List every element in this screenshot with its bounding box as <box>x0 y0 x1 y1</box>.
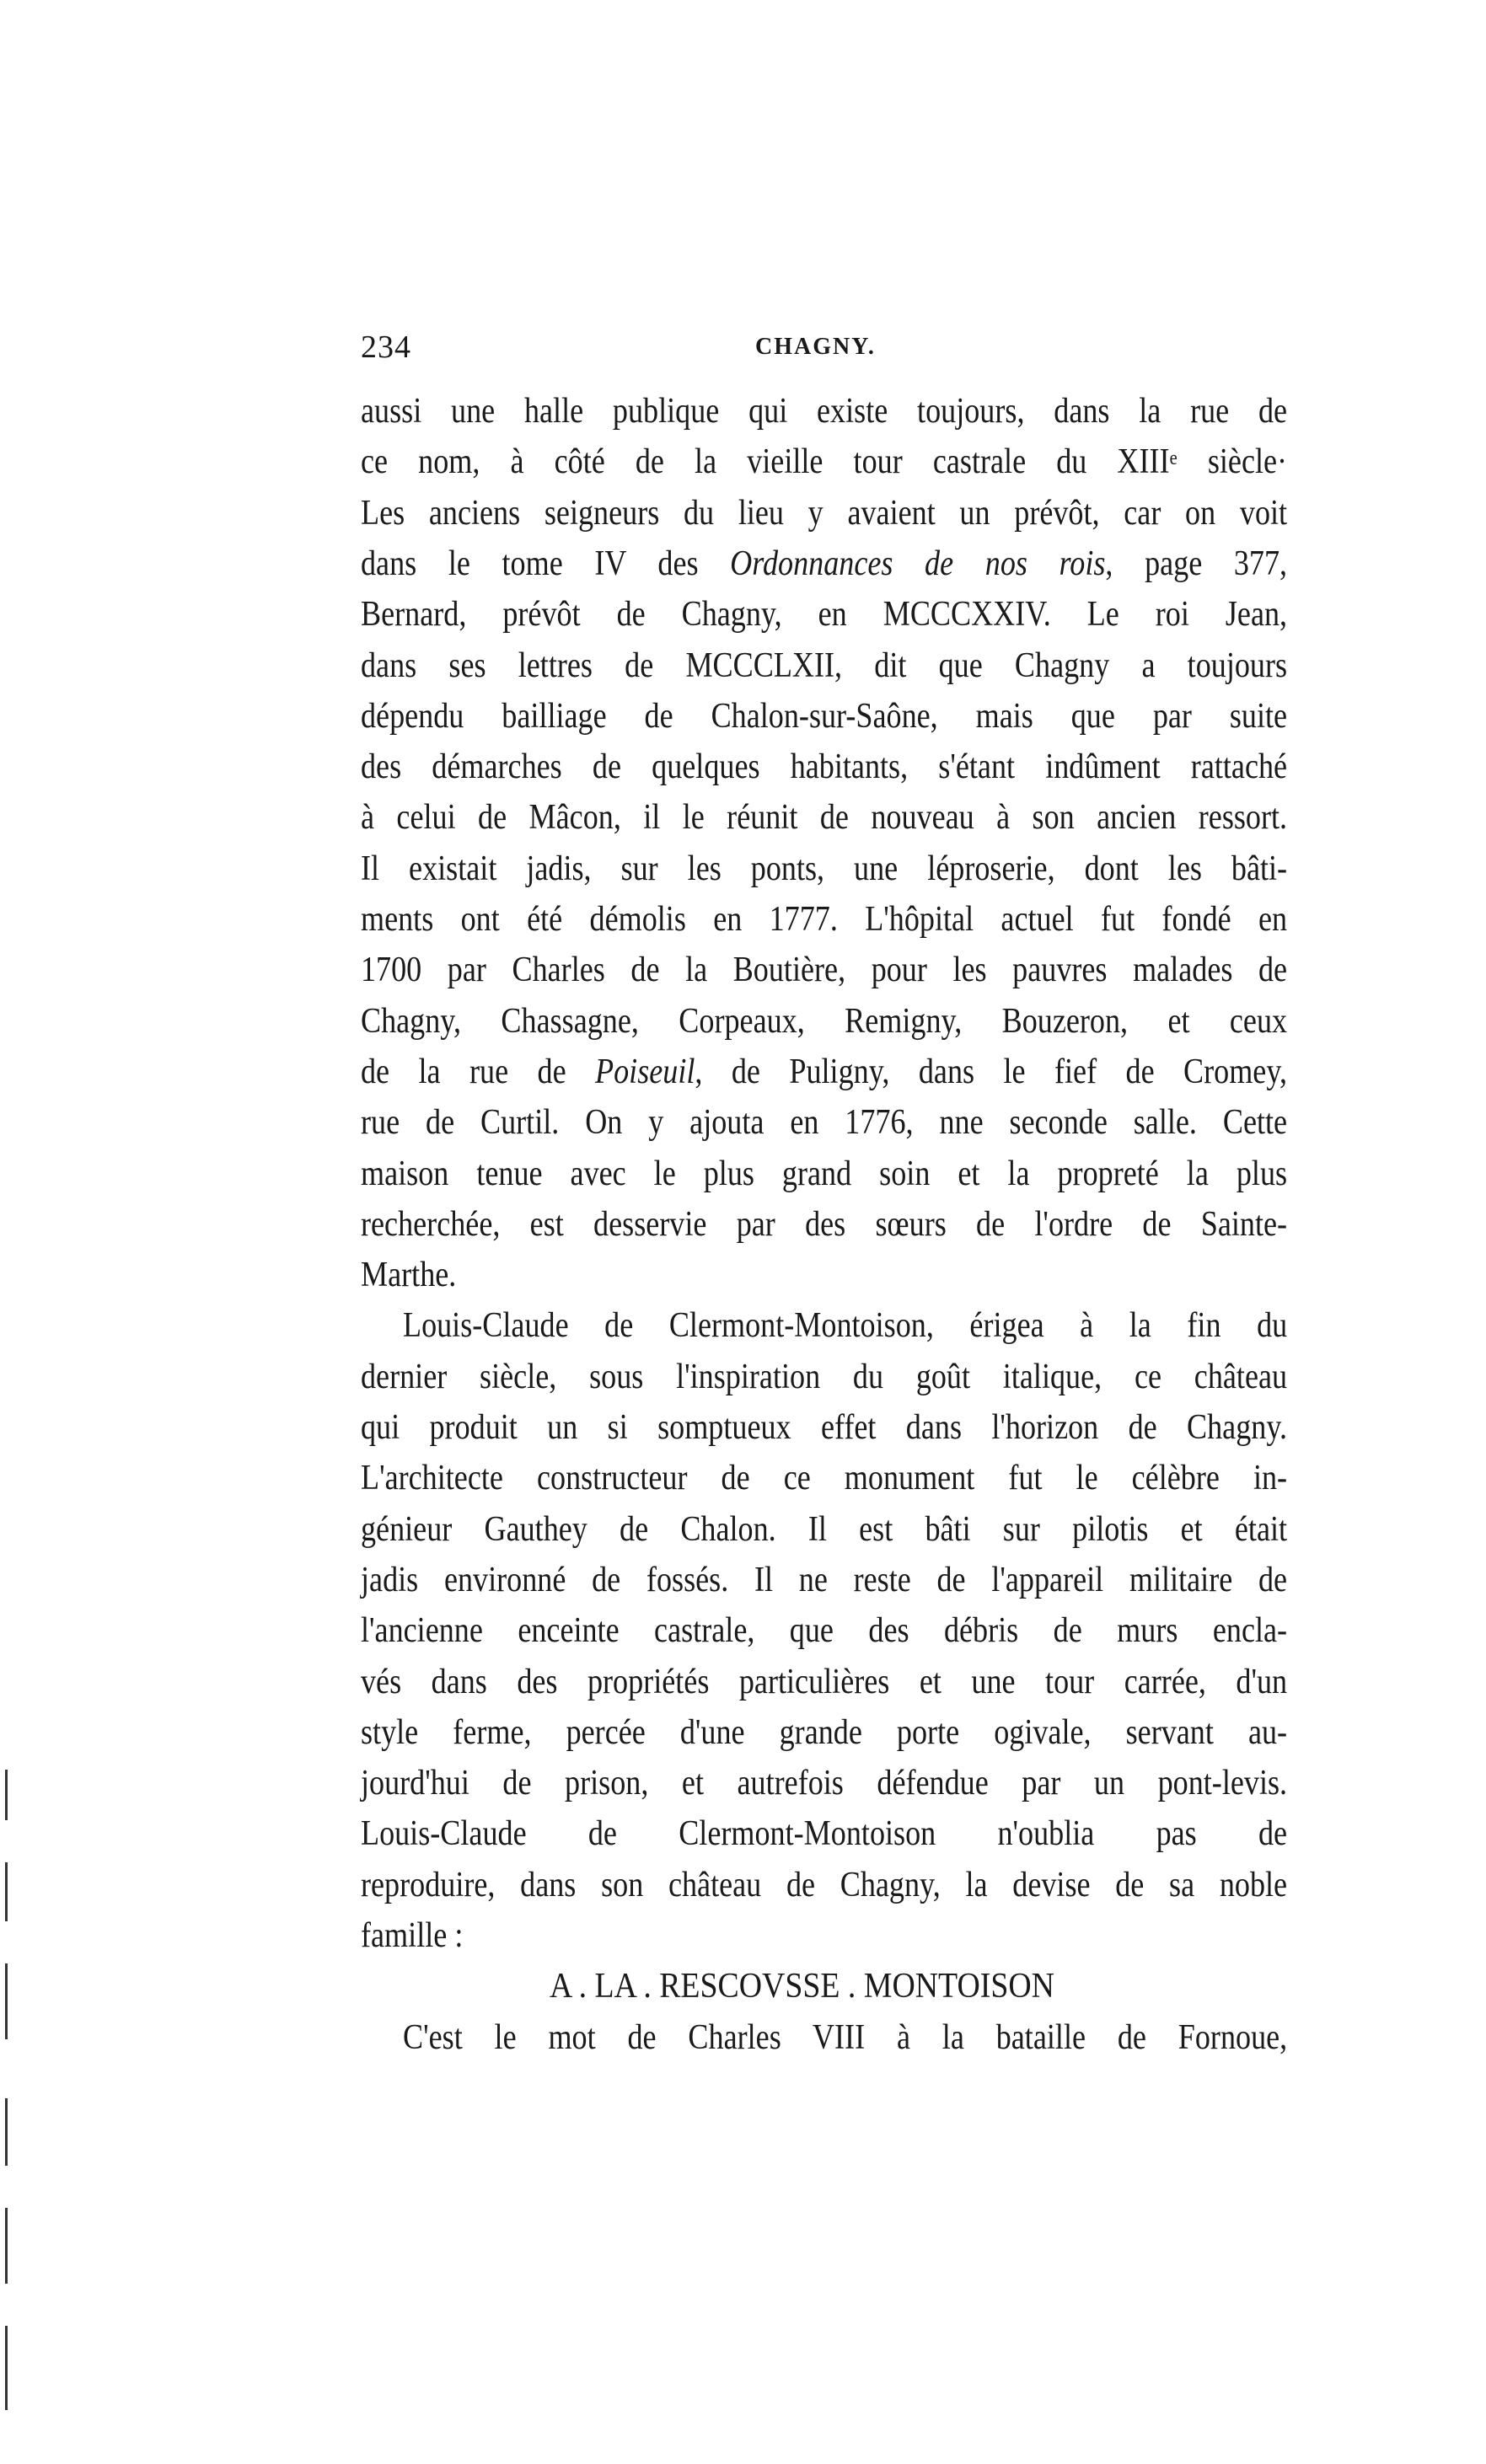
text-line: vés dans des propriétés particulières et une tour carrée, d'un <box>361 1662 1288 1701</box>
text-line: à celui de Mâcon, il le réunit de nouveau à son ancien ressort. <box>361 798 1288 838</box>
text-line: Louis-Claude de Clermont-Montoison, érigea à la fin du <box>403 1306 1288 1346</box>
page-header <box>361 329 1288 379</box>
text-line: dépendu bailliage de Chalon-sur-Saône, mais que par suite <box>361 696 1288 736</box>
text-line: C'est le mot de Charles VIII à la bataille de Fornoue, <box>403 2017 1288 2057</box>
text-line: A . LA . RESCOVSSE . MONTOISON <box>550 1967 1054 2006</box>
page-number: 234 <box>361 329 411 365</box>
text-line: jourd'hui de prison, et autrefois défendue par un pont-levis. <box>361 1764 1288 1803</box>
text-line: qui produit un si somptueux effet dans l'horizon de Chagny. <box>361 1408 1288 1447</box>
running-title: CHAGNY. <box>755 334 876 360</box>
text-line: style ferme, percée d'une grande porte ogivale, servant au- <box>361 1712 1288 1752</box>
text-line: Bernard, prévôt de Chagny, en MCCCXXIV. Le roi Jean, <box>361 595 1288 635</box>
text-line: famille : <box>361 1916 464 1955</box>
text-segment: , de Puligny, dans le fief de Cromey, <box>695 1052 1288 1091</box>
text-line <box>361 438 1287 485</box>
text-segment: ce nom, à côté de la vieille tour castrale du XIII <box>361 442 1170 482</box>
text-line: Louis-Claude de Clermont-Montoison n'oublia pas de <box>361 1814 1288 1854</box>
text-line: dernier siècle, sous l'inspiration du goût italique, ce château <box>361 1357 1288 1396</box>
text-line: Marthe. <box>361 1256 457 1295</box>
text-line: reproduire, dans son château de Chagny, la devise de sa noble <box>361 1865 1288 1904</box>
text-line: 1700 par Charles de la Boutière, pour les pauvres malades de <box>361 951 1288 990</box>
text-line <box>361 1048 1287 1095</box>
text-line: Les anciens seigneurs du lieu y avaient un prévôt, car on voit <box>361 493 1288 533</box>
text-line: rue de Curtil. On y ajouta en 1776, nne seconde salle. Cette <box>361 1103 1288 1143</box>
text-line: L'architecte constructeur de ce monument fut le célèbre in- <box>361 1459 1288 1498</box>
text-line: dans ses lettres de MCCCLXII, dit que Chagny a toujours <box>361 645 1288 685</box>
text-line: recherchée, est desservie par des sœurs de l'ordre de Sainte- <box>361 1204 1288 1244</box>
superscript: e <box>1169 447 1178 470</box>
text-line: Il existait jadis, sur les ponts, une léproserie, dont les bâti- <box>361 849 1288 888</box>
text-segment: , page 377, <box>1105 544 1288 583</box>
text-line: l'ancienne enceinte castrale, que des débris de murs encla- <box>361 1611 1288 1651</box>
text-segment: dans le tome IV des <box>361 544 731 583</box>
text-line: aussi une halle publique qui existe toujours, dans la rue de <box>361 392 1288 431</box>
text-line: Chagny, Chassagne, Corpeaux, Remigny, Bouzeron, et ceux <box>361 1001 1288 1041</box>
italic-title: Poiseuil <box>595 1052 695 1091</box>
text-segment: siècle· <box>1177 442 1288 482</box>
text-line: des démarches de quelques habitants, s'étant indûment rattaché <box>361 747 1288 787</box>
text-line: génieur Gauthey de Chalon. Il est bâti sur pilotis et était <box>361 1509 1288 1549</box>
text-line: maison tenue avec le plus grand soin et la propreté la plus <box>361 1154 1288 1193</box>
italic-title: Ordonnances de nos rois <box>730 544 1106 583</box>
text-line <box>361 540 1287 587</box>
text-line: jadis environné de fossés. Il ne reste de l'appareil militaire de <box>361 1560 1288 1599</box>
text-line: ments ont été démolis en 1777. L'hôpital actuel fut fondé en <box>361 900 1288 939</box>
margin-scan-marks <box>5 1770 13 2427</box>
text-segment: de la rue de <box>361 1052 596 1091</box>
